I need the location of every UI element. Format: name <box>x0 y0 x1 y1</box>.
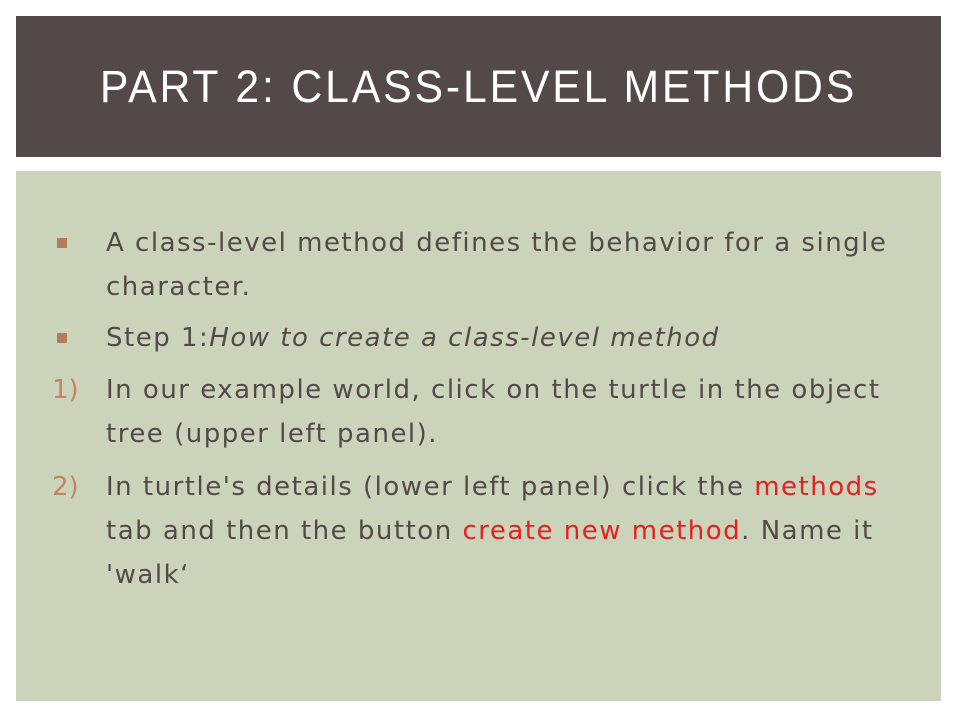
number-marker <box>52 465 104 509</box>
highlight-methods: methods <box>754 472 879 502</box>
square-bullet-icon <box>57 333 67 343</box>
list-item <box>52 368 912 456</box>
number-marker <box>52 368 104 412</box>
item-text: In our example world, click on the turtle in the object tree (upper left panel). <box>106 375 881 449</box>
step-prefix: Step 1: <box>106 323 210 353</box>
title-band <box>16 16 941 157</box>
text-part: In turtle's details (lower left panel) click the <box>106 472 755 502</box>
list-item <box>52 316 912 360</box>
list-item <box>52 465 912 597</box>
item-text: A class-level method defines the behavior for a single character. <box>106 228 888 302</box>
highlight-create-new-method: create new method <box>462 516 742 546</box>
item-text <box>106 465 912 597</box>
list-number: 2) <box>52 472 79 502</box>
slide-title: PART 2: CLASS-LEVEL METHODS <box>99 60 858 112</box>
text-part: . Name it 'walk‘ <box>106 516 874 590</box>
square-bullet-icon <box>57 238 67 248</box>
item-text <box>106 316 912 360</box>
step-emphasis: How to create a class-level method <box>209 323 720 353</box>
text-part: tab and then the button <box>106 516 463 546</box>
list-item <box>52 221 912 309</box>
list-number: 1) <box>52 375 79 405</box>
content-panel <box>16 171 941 701</box>
